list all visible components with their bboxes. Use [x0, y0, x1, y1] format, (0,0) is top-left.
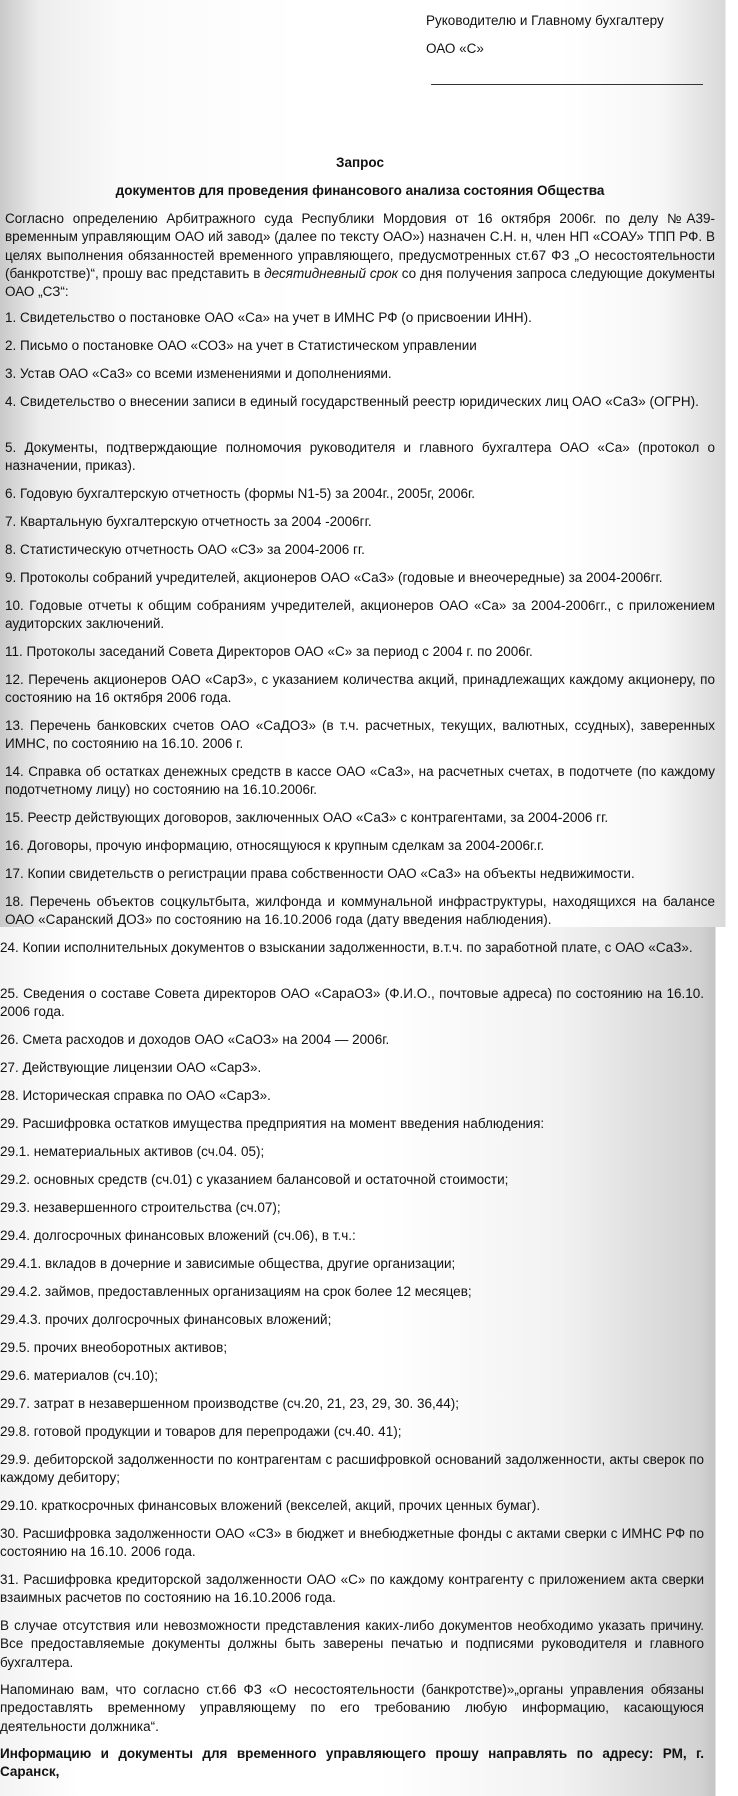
- list-item: 29. Расшифровка остатков имущества предприятия на момент введения наблюдения:: [0, 1116, 545, 1131]
- list-item: 29.7. затрат в незавершенном производстве (сч.20, 21, 23, 29, 30. 36,44);: [0, 1396, 459, 1411]
- signature-line: [431, 84, 703, 85]
- list-item: 3. Устав ОАО «СаЗ» со всеми изменениями и дополнениями.: [5, 366, 392, 381]
- intro-text-1: Согласно определению Арбитражного суда Республики Мордовия от 16 октября 2006г. по делу №А39-временным управляющим ОАО ий завод» (далее по тексту ОАО») назначен С.Н. н, член НП «СОАУ» ТПП РФ. В целях выполнения обязанностей временного управляющего, предусмотренных ст.67 ФЗ „О несостоятельности (банкротстве)“, прошу вас представить в: [5, 211, 715, 281]
- list-item: 29.4. долгосрочных финансовых вложений (сч.06), в т.ч.:: [0, 1228, 356, 1243]
- intro-paragraph: [5, 210, 715, 301]
- document-subtitle: документов для проведения финансового анализа состояния Общества: [115, 183, 605, 198]
- addressee-line-2: ОАО «С»: [426, 41, 484, 56]
- list-item: 29.3. незавершенного строительства (сч.07);: [0, 1200, 281, 1215]
- addressee-line-1: Руководителю и Главному бухгалтеру: [426, 13, 664, 28]
- list-item: 29.4.2. займов, предоставленных организациям на срок более 12 месяцев;: [0, 1284, 472, 1299]
- list-item: 29.4.3. прочих долгосрочных финансовых вложений;: [0, 1312, 332, 1327]
- list-item: 27. Действующие лицензии ОАО «СарЗ».: [0, 1060, 262, 1075]
- list-item: 24. Копии исполнительных документов о взыскании задолженности, в.т.ч. по заработной плате, с ОАО «СаЗ».: [0, 940, 693, 955]
- list-item: 29.4.1. вкладов в дочерние и зависимые общества, другие организации;: [0, 1256, 456, 1271]
- list-item: 29.5. прочих внеоборотных активов;: [0, 1340, 228, 1355]
- list-item: 17. Копии свидетельств о регистрации права собственности ОАО «СаЗ» на объекты недвижимости.: [5, 866, 635, 881]
- list-item: 14. Справка об остатках денежных средств в кассе ОАО «СаЗ», на расчетных счетах, в подотчете (по каждому подотчетному лицу) но состоянию на 16.10.2006г.: [5, 764, 715, 798]
- list-item: 5. Документы, подтверждающие полномочия руководителя и главного бухгалтера ОАО «Са» (протокол о назначении, приказ).: [5, 440, 715, 474]
- list-item: 29.6. материалов (сч.10);: [0, 1368, 158, 1383]
- list-item: 10. Годовые отчеты к общим собраниям учредителей, акционеров ОАО «Са» за 2004-2006гг., с приложением аудиторских заключений.: [5, 598, 715, 632]
- list-item: 15. Реестр действующих договоров, заключенных ОАО «СаЗ» с контрагентами, за 2004-2006 гг.: [5, 810, 609, 825]
- list-item: 12. Перечень акционеров ОАО «СарЗ», с указанием количества акций, принадлежащих каждому акционеру, по состоянию на 16 октября 2006 года.: [5, 672, 715, 706]
- list-item: 26. Смета расходов и доходов ОАО «СаОЗ» на 2004 — 2006г.: [0, 1032, 390, 1047]
- closing-paragraph: Напоминаю вам, что согласно ст.66 ФЗ «О несостоятельности (банкротстве)»„органы управления обязаны предоставлять временному управляющему по его требованию любую информацию, касающуюся деятельности должника“.: [0, 1682, 704, 1734]
- list-item: 31. Расшифровка кредиторской задолженности ОАО «С» по каждому контрагенту с приложением акта сверки взаимных расчетов по состоянию на 16.10.2006 года.: [0, 1572, 704, 1606]
- list-item: 29.2. основных средств (сч.01) с указанием балансовой и остаточной стоимости;: [0, 1172, 509, 1187]
- list-item: 29.10. краткосрочных финансовых вложений (векселей, акций, прочих ценных бумаг).: [0, 1498, 541, 1513]
- list-item: 13. Перечень банковских счетов ОАО «СаДОЗ» (в т.ч. расчетных, текущих, валютных, ссудных), заверенных ИМНС, по состоянию на 16.10. 2006 г.: [5, 718, 715, 752]
- list-item: 2. Письмо о постановке ОАО «СОЗ» на учет в Статистическом управлении: [5, 338, 477, 353]
- list-item: 4. Свидетельство о внесении записи в единый государственный реестр юридических лиц ОАО «СаЗ» (ОГРН).: [5, 394, 699, 409]
- list-item: 29.9. дебиторской задолженности по контрагентам с расшифровкой оснований задолженности, акты сверок по каждому дебитору;: [0, 1452, 704, 1486]
- intro-text-2: со дня получения запроса следующие документы ОАО „СЗ“:: [5, 265, 715, 300]
- list-item: 25. Сведения о составе Совета директоров ОАО «СараОЗ» (Ф.И.О., почтовые адреса) по состоянию на 16.10. 2006 года.: [0, 986, 704, 1020]
- list-item: 29.8. готовой продукции и товаров для перепродажи (сч.40. 41);: [0, 1424, 402, 1439]
- intro-emphasis: десятидневный срок: [264, 265, 398, 281]
- closing-paragraph: В случае отсутствия или невозможности представления каких-либо документов необходимо указать причину. Все предоставляемые документы должны быть заверены печатью и подписями руководителя и главного бухгалтера.: [0, 1618, 704, 1670]
- list-item: 30. Расшифровка задолженности ОАО «СЗ» в бюджет и внебюджетные фонды с актами сверки с ИМНС РФ по состоянию на 16.10. 2006 года.: [0, 1526, 704, 1560]
- list-item: 6. Годовую бухгалтерскую отчетность (формы N1-5) за 2004г., 2005г, 2006г.: [5, 486, 476, 501]
- list-item: 28. Историческая справка по ОАО «СарЗ».: [0, 1088, 271, 1103]
- list-item: 29.1. нематериальных активов (сч.04. 05);: [0, 1144, 265, 1159]
- list-item: 11. Протоколы заседаний Совета Директоров ОАО «С» за период с 2004 г. по 2006г.: [5, 644, 533, 659]
- list-item: 16. Договоры, прочую информацию, относящуюся к крупным сделкам за 2004-2006г.г.: [5, 838, 545, 853]
- list-item: 18. Перечень объектов соцкультбыта, жилфонда и коммунальной инфраструктуры, находящихся на балансе ОАО «Саранский ДОЗ» по состоянию на 16.10.2006 года (дату введения наблюдения).: [5, 894, 715, 927]
- list-item: 9. Протоколы собраний учредителей, акционеров ОАО «СаЗ» (годовые и внеочередные) за 2004-2006гг.: [5, 570, 663, 585]
- list-item: 7. Квартальную бухгалтерскую отчетность за 2004 -2006гг.: [5, 514, 372, 529]
- address-request: Информацию и документы для временного управляющего прошу направлять по адресу: РМ, г. Саранск,: [0, 1746, 704, 1780]
- document-title: Запрос: [336, 155, 384, 170]
- list-item: 1. Свидетельство о постановке ОАО «Са» на учет в ИМНС РФ (о присвоении ИНН).: [5, 310, 532, 325]
- list-item: 8. Статистическую отчетность ОАО «СЗ» за 2004-2006 гг.: [5, 542, 365, 557]
- document-page-part-2: [0, 927, 738, 1796]
